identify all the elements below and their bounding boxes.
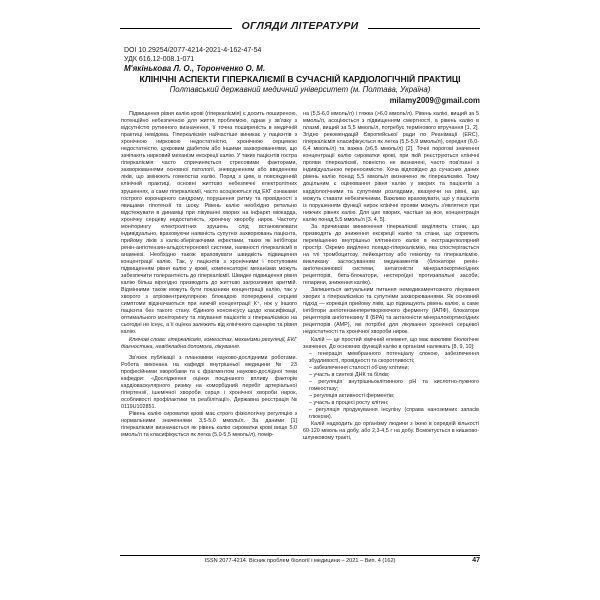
journal-footer: ISSN 2077-4214. Вісник проблем біології і медицини – 2021 – Вип. 4 (162): [204, 558, 396, 564]
list-item: – забезпечення сталості об'єму клітини;: [309, 364, 409, 371]
list-item: – участь в синтезі ДНК та білків;: [309, 371, 390, 378]
list-item: – регуляція активності ферментів;: [309, 392, 395, 399]
list-item: – участь в процесі росту клітин;: [309, 399, 389, 406]
abstract-paragraph: Підвищення рівня калію крові (гіперкаліємія) є досить поширеною, потенційно небезпечною для життя проблемою, однак у зв'язку з відсутністю рутинного визначення, її точна поширеність в медичній практиці невідома. Гіперкаліємія найчастіше виникає у пацієнтів з хронічною нирковою недостатністю, хронічною серцевою недостатністю, цукровим діабетом або іншими захворюваннями, що зачіпають нирковий механізм екскреції калію. У таких пацієнтів гостра гіперкаліємія часто спричиняється стресовими факторами, захворюваннями основної патології, зневодненням або введенням ліків, що змінюють гомеостаз калію. Поряд з цим, в повсякденній клінічній практиці, основні життєво небезпечні електролітних зрушеннях, а саме гіперкаліємії, часто асоціюються під ЕКГ ознаками гострого коронарного синдрому, порушення ритму та провідності з явищами гіпотензії та шоку. Рівень калію необхідно ретельно відстежувати в динаміці при лікуванні хворих на інфаркт міокарда, хронічну серцеву недостатність, хронічну хворобу нирок. Частоту моніторингу електролітних зрушень слід встановлювати індивідуально, враховуючи наявність супутніх захворювань пацієнта, прийому ліків з каліє-зберігаючими ефектами, таких як інгібітори ренін-ангіотензин-альдостеронової системи, наявності гіперкаліємії в анамнезі. Необхідно також враховувати швидкість підвищення концентрації калію. Так, у пацієнтів з хронічними і поступовим підвищенням рівня калію у крові, компенсаторні механізми можуть забезпечити толерантність до гіперкаліємії. Швидке підвищення рівня калію більш вірогідно призводить до життєво загрозливих аритмій. Відмінними також можуть бути показники концентрації калію, так у хворого з атріовентрикулярною блокадою попереджені серцеві симптоми відзначаються при нижчій концентрації К⁺, ніж у іншого пацієнта без такого стану. Єдиного консенсусу щодо класифікації, оптимального моніторингу та лікування пацієнтів з гіперкаліємією на сьогодні не існує, а її оцінка залежить від клінічного сценарію та рівня калію.: [121, 111, 297, 336]
doi[interactable]: DOI 10.29254/2077-4214-2021-4-162-47-54: [124, 47, 262, 54]
footer-rule: [120, 555, 480, 556]
list-item: – регуляція продукування інсуліну (справа наноземних запасів глюкози).: [309, 406, 479, 421]
body-paragraph: Калій надходить до організму людини з їжею в середній кількості 60-120 ммоль на добу, або 2,3-4,5 г на добу. Всмоктується в кишково-шлунковому тракті,: [303, 421, 479, 442]
body-paragraph: Калій — це простий хімічний елемент, що має важливе біологічне значення. До основних функцій калію в організмі належать [8, 9, 10]:: [303, 336, 479, 350]
udc-code: УДК 616.12-008.1-071: [124, 56, 195, 63]
affiliation: Полтавський державний медичний університет (м. Полтава, Україна): [169, 85, 431, 94]
article-meta: [124, 46, 265, 74]
body-paragraph: Запишеться актуальним питання немедикаментозного лікування хворих з гіперкаліємією та супутніми захворюваннями. Як основний підхід — корекція прийому ліків, що підвищують рівень калію, а саме інгібітори ангіотензинперетворюючого ферменту (ІАПФ), блокатори рецепторів ангіотензину II (БРА) та антагоністи мінералокортикоїдних рецепторів (АМР), які потрібні для лікування хронічної серцевої недостатності та хронічної хвороби нирок.: [303, 287, 479, 336]
body-paragraph: За причинами виникнення гіперкаліємії виділяють стани, що призводять до зниження екскреції калію та стани, що сприяють переміщенню внутрішньо клітинного калію в екстрацелюлярний простір. Окремо виділено псевдо-гіперкаліємію, яка спостерігається на тлі тромбоцитозу, лейкоцитозу або гемолізу та гіперкаліємію, викликану застосуванням медикаментів (блокатори ренін-ангіотензинової системи, антагоністи мінералокортикоїдних рецепторів, бета-блокатори, нестероїдні протизапальні засоби, гепарини, зниження калію).: [303, 223, 479, 287]
right-column: [303, 111, 479, 442]
authors: М'якінькова Л. О., Торонченко О. М.: [124, 64, 266, 73]
list-item: – генерація мембранного потенціалу спокою, забезпечення збудливості, провідності та скоротливості;: [309, 350, 479, 364]
body-paragraph: на (5,5-6,0 ммоль/л) і тяжка (>6,0 ммоль/л). Рівень калію, вищий за 5 ммоль/л, асоціюється з підвищенням смертності, а рівень калію в плазмі, вищий за 5,5 ммоль/л, потребує термінового втручання [1, 2]. Згідно рекомендацій Європейської ради по Реанімації (ERC), гіперкаліємія класифікується як легка (5,5-5,9 ммоль/л), середня (6,0-6,4 ммоль/л) та важка (≥6,5 ммоль/л) [2]. Точні порогові значення концентрації калію сироватки крові, при якій реєструються клінічні прояви гіперкаліємії, повністю не визначені, часто пов'язані з індивідуальною переносимістю. Хоча відповідно до сучасних даних рівень калію понад 5,5 ммоль/л визначено як гіперкаліємію. Тому доцільним є оцінювання рівня калію у хворих та пацієнтів з кардіологічними та супутніми розладами, вказуючи на рівні, що можуть ставати небезпечними. Важливо враховувати, що у пацієнтів із порушенням функції нирок клінічні прояви можуть з'являтися при нижчих рівнях калію. Для цих хворих, частіше за все, концентрація калію понад 5,5 ммоль/л [3, 4, 5].: [303, 111, 479, 223]
page-number: 47: [472, 557, 480, 564]
left-column: [121, 111, 297, 439]
section-title: ОГЛЯДИ ЛІТЕРАТУРИ: [232, 20, 368, 32]
author-email[interactable]: milamy2009@gmail.com: [389, 96, 480, 105]
function-list: [303, 351, 479, 421]
article-title: КЛІНІЧНІ АСПЕКТИ ГІПЕРКАЛІЄМІЇ В СУЧАСНІЙ КАРДІОЛОГІЧНІЙ ПРАКТИЦІ: [139, 74, 461, 84]
body-paragraph: Рівень калію сироватки крові має строго фізіологічну регуляцію з нормальними значеннями 3,5-5,0 ммоль/л. За даними [1] гіперкаліємія визначається як рівень калію сироватки крові вище 5,0 ммоль/л та класифікується як легка (5,0-5,5 ммоль/л), помір-: [121, 410, 297, 439]
list-item: – регуляція внутрішньоклітинного pH та кислотно-лужного гомеостазу;: [309, 378, 479, 392]
keywords: Ключові слова: гіперкаліємія, гомеостаз, механізми регуляції, ЕКГ діагностика, невідкладна допомога, лікування.: [121, 336, 297, 350]
research-link-paragraph: Зв'язок публікації з плановими науково-дослідними роботами. Робота виконана на кафедрі внутрішньої медицини № 2З професійними хворобами та є фрагментом науково-дослідної теми кафедри: «Дослідження оцінки поєднаного впливу факторів кардіоваскулярного ризику на коморбідний перебіг артеріальної гіпертензії, ішемічної хвороби серця і хронічної хвороби нирок, особливості профілактики та реабілітації». Державна реєстрація № 0119U102851.: [121, 354, 297, 410]
